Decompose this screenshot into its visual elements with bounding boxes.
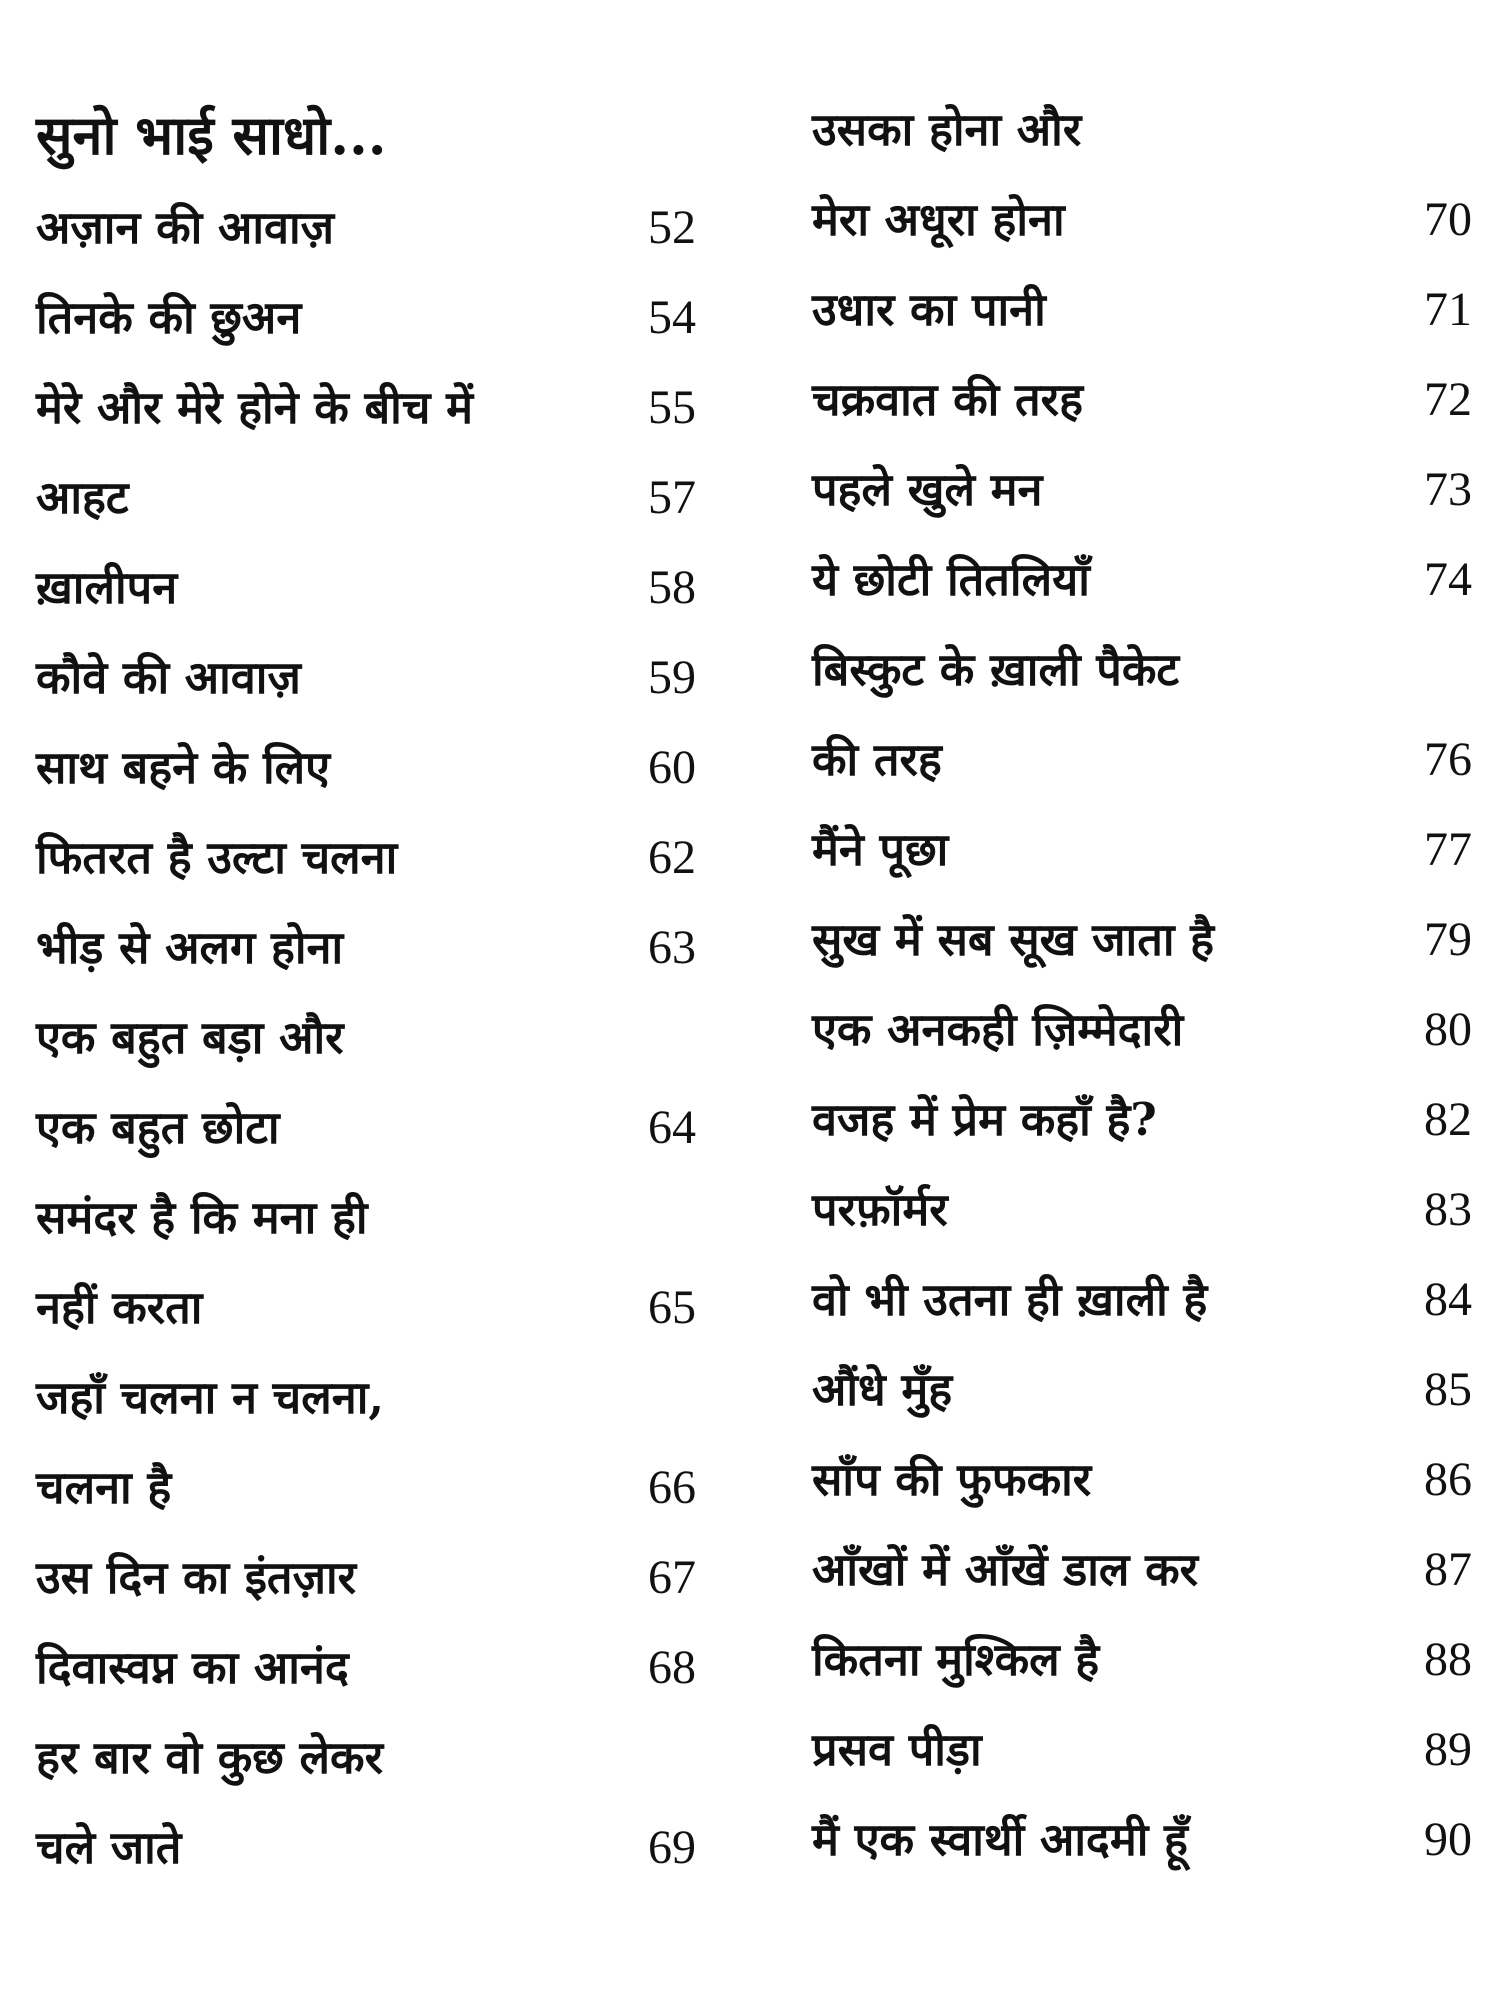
entry-title: आहट <box>36 471 129 524</box>
toc-entry <box>812 810 1472 890</box>
toc-entry <box>812 1350 1472 1430</box>
toc-entry <box>812 540 1472 620</box>
entry-title: की तरह <box>812 733 942 786</box>
entry-page-number: 73 <box>1424 463 1472 516</box>
entry-page-number: 80 <box>1424 1003 1472 1056</box>
entry-title: एक अनकही ज़िम्मेदारी <box>812 1003 1184 1056</box>
entry-page-number: 62 <box>648 831 696 884</box>
entry-title: प्रसव पीड़ा <box>812 1723 982 1776</box>
entry-title: मेरा अधूरा होना <box>812 193 1065 246</box>
toc-entry <box>36 1268 696 1348</box>
toc-entry <box>36 278 696 358</box>
entry-title: एक बहुत छोटा <box>36 1101 280 1154</box>
entry-page-number: 72 <box>1424 373 1472 426</box>
entry-page-number: 66 <box>648 1461 696 1514</box>
toc-entry <box>36 728 696 808</box>
entry-title: ये छोटी तितलियाँ <box>812 553 1090 606</box>
entry-page-number: 69 <box>648 1821 696 1874</box>
toc-entry <box>812 900 1472 980</box>
entry-title: आँखों में आँखें डाल कर <box>812 1543 1199 1596</box>
toc-entry <box>36 548 696 628</box>
entry-page-number: 84 <box>1424 1273 1472 1326</box>
toc-entry <box>812 1710 1472 1790</box>
entry-page-number: 82 <box>1424 1093 1472 1146</box>
toc-entry <box>36 818 696 898</box>
entry-page-number: 67 <box>648 1551 696 1604</box>
entry-page-number: 90 <box>1424 1813 1472 1866</box>
entry-page-number: 88 <box>1424 1633 1472 1686</box>
entry-title: फितरत है उल्टा चलना <box>36 831 398 884</box>
toc-entry <box>812 450 1472 530</box>
toc-entry <box>36 1088 696 1168</box>
entry-page-number: 79 <box>1424 913 1472 966</box>
right-column <box>812 0 1472 2000</box>
entry-page-number: 83 <box>1424 1183 1472 1236</box>
entry-title: अज़ान की आवाज़ <box>36 201 335 254</box>
toc-entry <box>812 720 1472 800</box>
entry-title: उस दिन का इंतज़ार <box>36 1551 357 1604</box>
toc-entry <box>812 990 1472 1070</box>
entry-title: मैं एक स्वार्थी आदमी हूँ <box>812 1813 1188 1866</box>
toc-entry <box>812 1170 1472 1250</box>
entry-title: तिनके की छुअन <box>36 291 302 344</box>
entry-title: जहाँ चलना न चलना, <box>36 1371 385 1424</box>
toc-entry <box>36 1628 696 1708</box>
toc-entry <box>36 188 696 268</box>
entry-title: वो भी उतना ही ख़ाली है <box>812 1273 1208 1326</box>
entry-page-number: 54 <box>648 291 696 344</box>
left-column <box>36 0 696 2000</box>
toc-entry <box>812 630 1472 710</box>
entry-title: दिवास्वप्न का आनंद <box>36 1641 349 1694</box>
toc-entry <box>812 1260 1472 1340</box>
entry-page-number: 68 <box>648 1641 696 1694</box>
entry-title: एक बहुत बड़ा और <box>36 1011 344 1064</box>
toc-entry <box>812 1530 1472 1610</box>
toc-entry <box>36 1538 696 1618</box>
entry-title: समंदर है कि मना ही <box>36 1191 368 1244</box>
toc-entry <box>36 368 696 448</box>
entry-page-number: 77 <box>1424 823 1472 876</box>
toc-entry <box>36 908 696 988</box>
entry-title: मेरे और मेरे होने के बीच में <box>36 381 473 434</box>
entry-page-number: 86 <box>1424 1453 1472 1506</box>
entry-page-number: 74 <box>1424 553 1472 606</box>
entry-title: बिस्कुट के ख़ाली पैकेट <box>812 643 1180 696</box>
entry-page-number: 63 <box>648 921 696 974</box>
section-heading: सुनो भाई साधो... <box>36 103 387 167</box>
entry-title: उधार का पानी <box>812 283 1046 336</box>
entry-title: कितना मुश्किल है <box>812 1633 1100 1686</box>
entry-page-number: 65 <box>648 1281 696 1334</box>
entry-page-number: 60 <box>648 741 696 794</box>
toc-entry <box>812 270 1472 350</box>
entry-title: कौवे की आवाज़ <box>36 651 301 704</box>
entry-title: उसका होना और <box>812 103 1082 156</box>
entry-title: भीड़ से अलग होना <box>36 921 344 974</box>
entry-page-number: 71 <box>1424 283 1472 336</box>
entry-title: मैंने पूछा <box>812 823 949 876</box>
toc-entry <box>812 180 1472 260</box>
entry-page-number: 52 <box>648 201 696 254</box>
toc-entry <box>812 1800 1472 1880</box>
toc-entry <box>36 458 696 538</box>
toc-entry <box>36 638 696 718</box>
entry-page-number: 55 <box>648 381 696 434</box>
entry-page-number: 59 <box>648 651 696 704</box>
entry-title: साँप की फुफकार <box>812 1453 1092 1506</box>
toc-entry <box>812 360 1472 440</box>
toc-entry <box>36 1448 696 1528</box>
toc-entry <box>36 1718 696 1798</box>
entry-title: हर बार वो कुछ लेकर <box>36 1731 383 1784</box>
toc-entry <box>812 1620 1472 1700</box>
toc-entry <box>36 1178 696 1258</box>
entry-page-number: 57 <box>648 471 696 524</box>
entry-page-number: 64 <box>648 1101 696 1154</box>
entry-page-number: 89 <box>1424 1723 1472 1776</box>
toc-entry <box>812 1080 1472 1160</box>
entry-title: चक्रवात की तरह <box>812 373 1083 426</box>
entry-page-number: 58 <box>648 561 696 614</box>
entry-title: वजह में प्रेम कहाँ है? <box>812 1093 1157 1146</box>
entry-page-number: 70 <box>1424 193 1472 246</box>
toc-entry <box>36 1808 696 1888</box>
entry-title: औंधे मुँह <box>812 1363 953 1416</box>
toc-entry <box>812 90 1472 170</box>
entry-title: चले जाते <box>36 1821 182 1874</box>
toc-entry <box>812 1440 1472 1520</box>
entry-title: ख़ालीपन <box>36 561 178 614</box>
entry-title: सुख में सब सूख जाता है <box>812 913 1215 966</box>
entry-page-number: 87 <box>1424 1543 1472 1596</box>
toc-entry <box>36 1358 696 1438</box>
entry-title: नहीं करता <box>36 1281 203 1334</box>
entry-title: साथ बहने के लिए <box>36 741 331 794</box>
toc-entry <box>36 998 696 1078</box>
entry-title: चलना है <box>36 1461 172 1514</box>
entry-title: पहले खुले मन <box>812 463 1043 516</box>
entry-page-number: 85 <box>1424 1363 1472 1416</box>
entry-page-number: 76 <box>1424 733 1472 786</box>
entry-title: परफ़ॉर्मर <box>812 1183 948 1236</box>
